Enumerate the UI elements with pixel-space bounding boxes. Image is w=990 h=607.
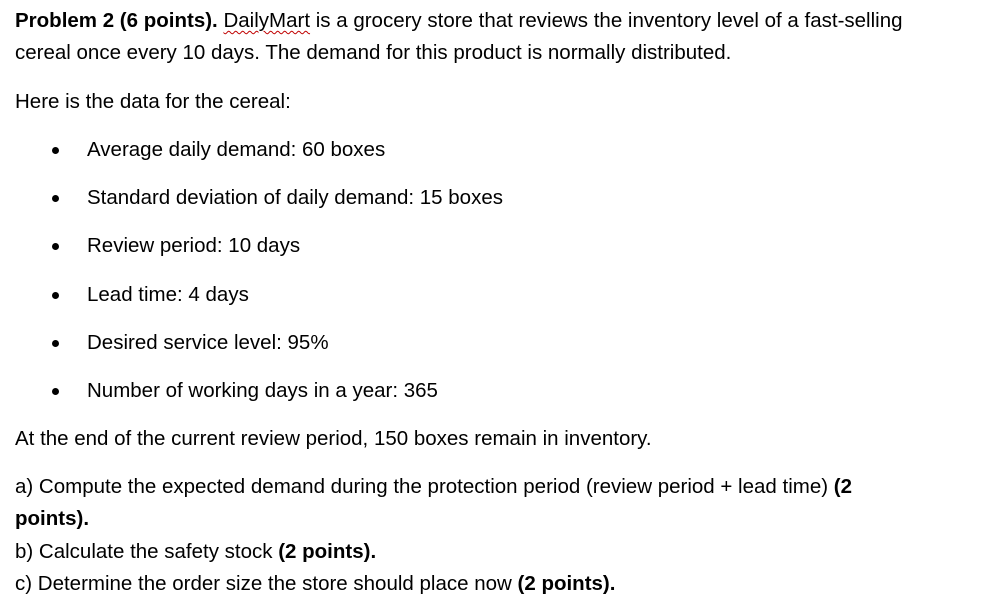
question-a-text: a) Compute the expected demand during the protection period (review period + lead time) [15, 475, 834, 498]
question-a-points-start: (2 [833, 475, 852, 498]
list-item [15, 330, 915, 356]
bullet-icon [52, 147, 59, 154]
intro-line-1-rest: is a grocery store that reviews the inventory level of a fast-selling [310, 9, 903, 32]
question-a-points-end: points). [15, 507, 90, 530]
list-item [15, 185, 915, 211]
list-item [15, 282, 915, 308]
list-item-text: Lead time: 4 days [87, 283, 249, 306]
list-item [15, 233, 915, 259]
store-name: DailyMart [223, 9, 311, 32]
bullet-icon [52, 340, 59, 347]
bullet-icon [52, 195, 59, 202]
question-b-points: (2 points). [278, 540, 377, 563]
remaining-inventory-statement: At the end of the current review period, 150 boxes remain in inventory. [15, 427, 652, 450]
list-item [15, 378, 915, 404]
question-c-points: (2 points). [517, 572, 616, 595]
list-item-text: Standard deviation of daily demand: 15 boxes [87, 186, 503, 209]
question-c-text: c) Determine the order size the store should place now [15, 572, 518, 595]
list-item-text: Desired service level: 95% [87, 331, 329, 354]
list-item-text: Average daily demand: 60 boxes [87, 138, 386, 161]
problem-heading: Problem 2 (6 points). [15, 9, 218, 32]
bullet-icon [52, 292, 59, 299]
list-item [15, 137, 915, 163]
list-item-text: Review period: 10 days [87, 234, 301, 257]
question-b-text: b) Calculate the safety stock [15, 540, 279, 563]
data-intro: Here is the data for the cereal: [15, 90, 291, 113]
bullet-icon [52, 388, 59, 395]
problem-intro-line-2: cereal once every 10 days. The demand for this product is normally distributed. [15, 41, 732, 64]
bullet-icon [52, 243, 59, 250]
question-b [15, 539, 376, 565]
question-c [15, 571, 615, 597]
list-item-text: Number of working days in a year: 365 [87, 379, 438, 402]
question-a-line-1 [15, 474, 852, 500]
problem-intro-line-1 [15, 8, 903, 34]
